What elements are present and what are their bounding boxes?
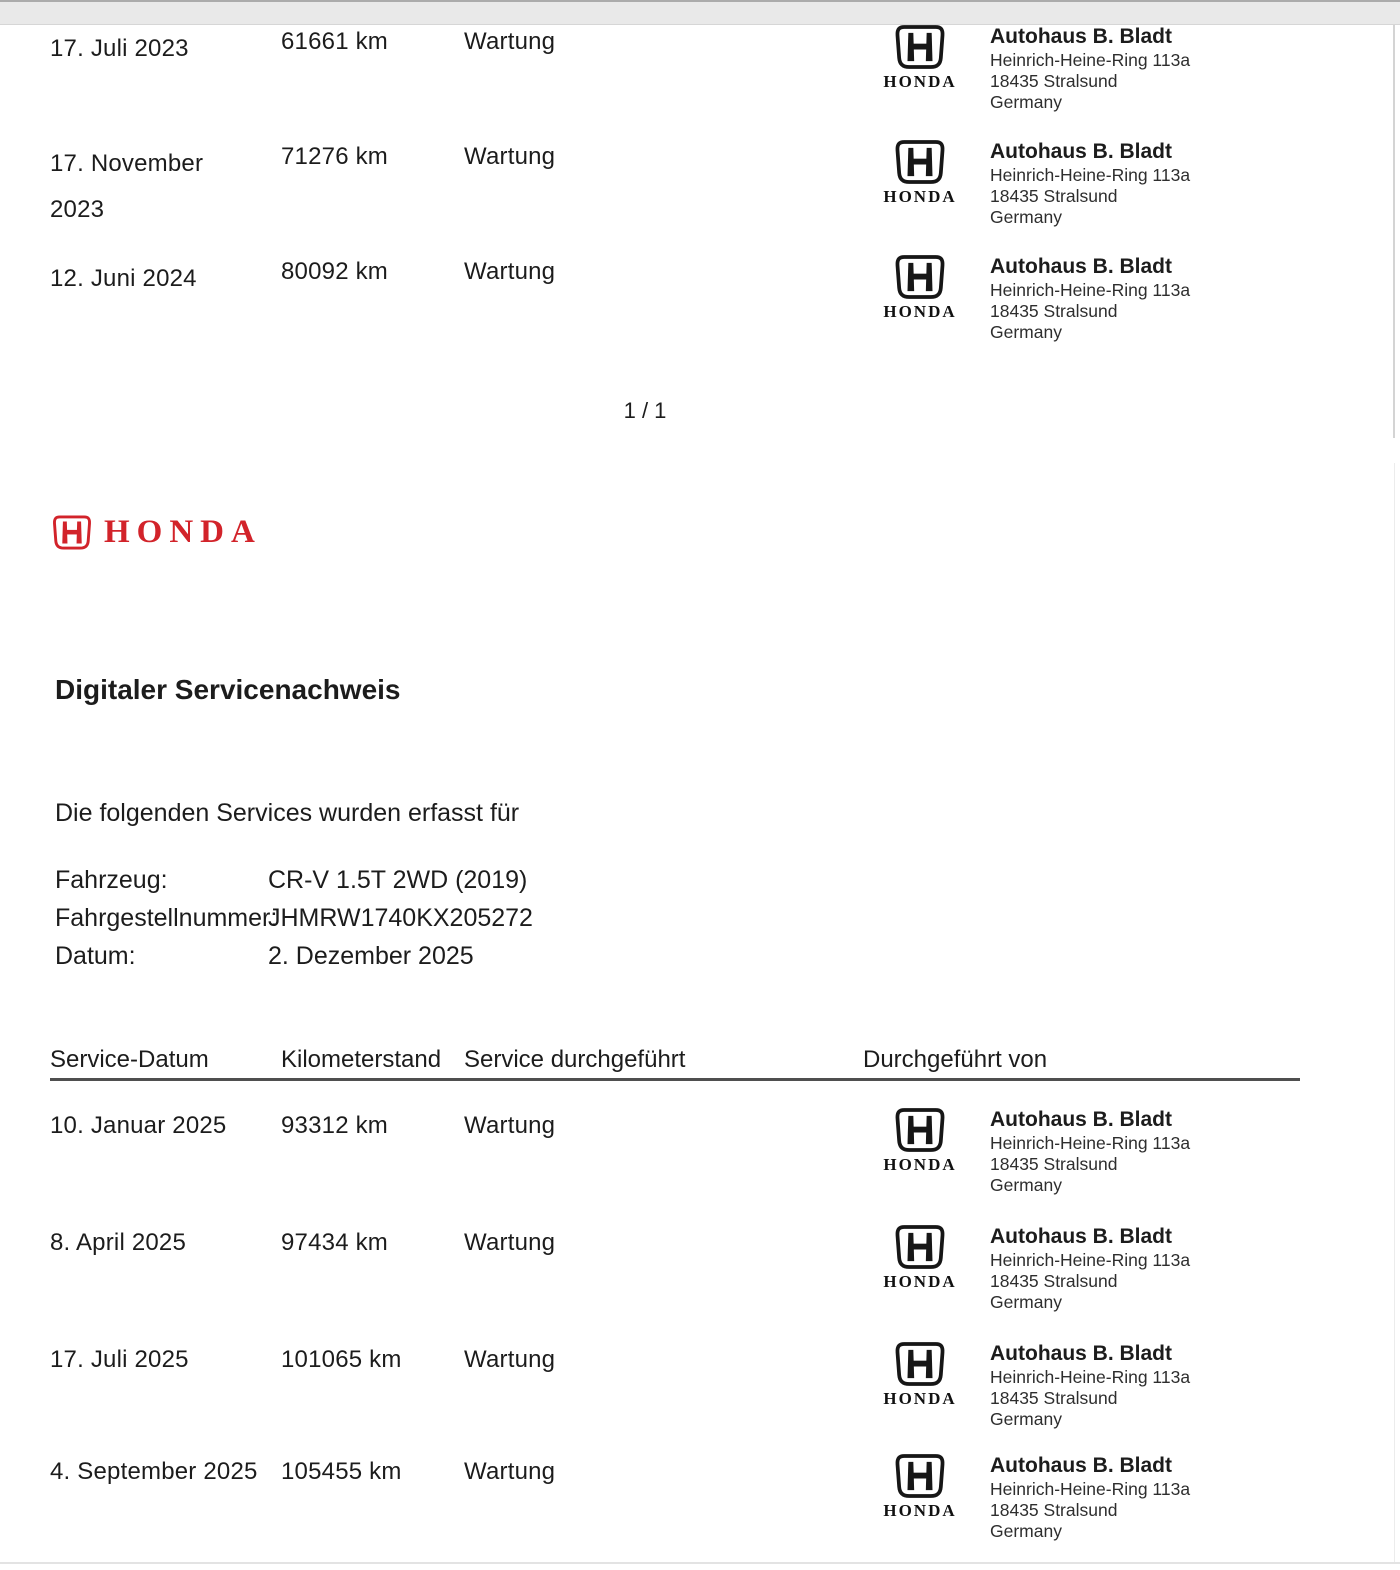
info-value-vin: JHMRW1740KX205272 — [268, 904, 533, 932]
service-type-cell: Wartung — [464, 1112, 556, 1139]
mileage-cell: 105455 km — [281, 1458, 402, 1485]
mileage-cell: 97434 km — [281, 1229, 388, 1256]
dealer-address-line: Germany — [990, 92, 1062, 112]
honda-logo — [52, 514, 262, 550]
dealer-stamp — [870, 1106, 970, 1175]
info-value-date: 2. Dezember 2025 — [268, 942, 474, 970]
dealer-address-line: Heinrich-Heine-Ring 113a — [990, 1479, 1191, 1499]
dealer-address-line: Germany — [990, 207, 1062, 227]
honda-wordmark: HONDA — [883, 187, 957, 206]
service-date-cell: 17. Juli 2023 — [50, 35, 189, 62]
honda-wordmark: HONDA — [883, 1501, 957, 1520]
dealer-stamp — [870, 23, 970, 92]
dealer-name: Autohaus B. Bladt — [990, 255, 1172, 278]
service-date-cell: 8. April 2025 — [50, 1229, 187, 1256]
service-type-cell: Wartung — [464, 1229, 556, 1256]
mileage-cell: 61661 km — [281, 28, 388, 55]
page-right-edge — [1394, 463, 1395, 1562]
dealer-stamp — [870, 1223, 970, 1292]
honda-emblem-icon — [895, 253, 945, 301]
honda-wordmark: HONDA — [883, 1389, 957, 1408]
info-label-date: Datum: — [55, 942, 136, 970]
dealer-address-line: 18435 Stralsund — [990, 1271, 1118, 1291]
info-value-vehicle: CR-V 1.5T 2WD (2019) — [268, 866, 528, 894]
dealer-stamp — [870, 138, 970, 207]
page-bottom-edge — [0, 1562, 1400, 1564]
dealer-info — [990, 1107, 1190, 1196]
dealer-address-line: 18435 Stralsund — [990, 186, 1118, 206]
dealer-stamp — [870, 1452, 970, 1521]
service-date-cell: 10. Januar 2025 — [50, 1112, 227, 1139]
dealer-name: Autohaus B. Bladt — [990, 1342, 1172, 1365]
honda-emblem-icon — [895, 138, 945, 186]
dealer-address-line: Germany — [990, 322, 1062, 342]
service-date-cell: 12. Juni 2024 — [50, 265, 197, 292]
service-type-cell: Wartung — [464, 1458, 556, 1485]
dealer-info — [990, 139, 1190, 228]
dealer-name: Autohaus B. Bladt — [990, 1108, 1172, 1131]
dealer-name: Autohaus B. Bladt — [990, 25, 1172, 48]
service-type-cell: Wartung — [464, 1346, 556, 1373]
honda-emblem-icon — [895, 1223, 945, 1271]
dealer-address-line: 18435 Stralsund — [990, 71, 1118, 91]
dealer-address-line: Heinrich-Heine-Ring 113a — [990, 165, 1191, 185]
dealer-stamp — [870, 253, 970, 322]
dealer-address-line: Germany — [990, 1409, 1062, 1429]
dealer-address-line: 18435 Stralsund — [990, 1500, 1118, 1520]
dealer-name: Autohaus B. Bladt — [990, 1454, 1172, 1477]
table-header-service: Service durchgeführt — [464, 1046, 686, 1073]
honda-wordmark: HONDA — [104, 514, 262, 550]
dealer-info — [990, 1341, 1190, 1430]
dealer-address-line: Heinrich-Heine-Ring 113a — [990, 50, 1191, 70]
honda-wordmark: HONDA — [883, 72, 957, 91]
service-date-cell: 17. November 2023 — [50, 150, 204, 223]
service-type-cell: Wartung — [464, 143, 556, 170]
info-label-vin: Fahrgestellnummer: — [55, 904, 278, 932]
honda-emblem-icon — [895, 1106, 945, 1154]
intro-text: Die folgenden Services wurden erfasst für — [55, 799, 520, 827]
mileage-cell: 80092 km — [281, 258, 388, 285]
dealer-address-line: Heinrich-Heine-Ring 113a — [990, 280, 1191, 300]
dealer-info — [990, 1224, 1190, 1313]
honda-wordmark: HONDA — [883, 1155, 957, 1174]
service-date-cell: 17. Juli 2025 — [50, 1346, 189, 1373]
service-type-cell: Wartung — [464, 258, 556, 285]
mileage-cell: 93312 km — [281, 1112, 388, 1139]
honda-wordmark: HONDA — [883, 302, 957, 321]
table-header-service-date: Service-Datum — [50, 1046, 209, 1073]
table-header-performed-by: Durchgeführt von — [863, 1046, 1048, 1073]
honda-wordmark: HONDA — [883, 1272, 957, 1291]
page-separator — [0, 0, 1400, 25]
dealer-address-line: Germany — [990, 1292, 1062, 1312]
mileage-cell: 71276 km — [281, 143, 388, 170]
service-type-cell: Wartung — [464, 28, 556, 55]
service-date-cell: 4. September 2025 — [50, 1458, 258, 1485]
dealer-address-line: Heinrich-Heine-Ring 113a — [990, 1133, 1191, 1153]
dealer-address-line: Germany — [990, 1175, 1062, 1195]
page-right-edge — [1393, 0, 1395, 438]
dealer-address-line: 18435 Stralsund — [990, 301, 1118, 321]
table-header-mileage: Kilometerstand — [281, 1046, 442, 1073]
table-header-rule — [50, 1078, 1300, 1081]
dealer-name: Autohaus B. Bladt — [990, 140, 1172, 163]
honda-emblem-icon — [52, 515, 92, 550]
page-number: 1 / 1 — [623, 398, 667, 423]
dealer-address-line: 18435 Stralsund — [990, 1388, 1118, 1408]
dealer-name: Autohaus B. Bladt — [990, 1225, 1172, 1248]
dealer-address-line: Heinrich-Heine-Ring 113a — [990, 1367, 1191, 1387]
dealer-stamp — [870, 1340, 970, 1409]
dealer-address-line: 18435 Stralsund — [990, 1154, 1118, 1174]
mileage-cell: 101065 km — [281, 1346, 402, 1373]
dealer-info — [990, 1453, 1190, 1542]
info-label-vehicle: Fahrzeug: — [55, 866, 168, 894]
honda-emblem-icon — [895, 23, 945, 71]
dealer-info — [990, 254, 1190, 343]
dealer-address-line: Germany — [990, 1521, 1062, 1541]
dealer-info — [990, 24, 1190, 113]
dealer-address-line: Heinrich-Heine-Ring 113a — [990, 1250, 1191, 1270]
honda-emblem-icon — [895, 1340, 945, 1388]
document-heading: Digitaler Servicenachweis — [55, 674, 401, 705]
honda-emblem-icon — [895, 1452, 945, 1500]
